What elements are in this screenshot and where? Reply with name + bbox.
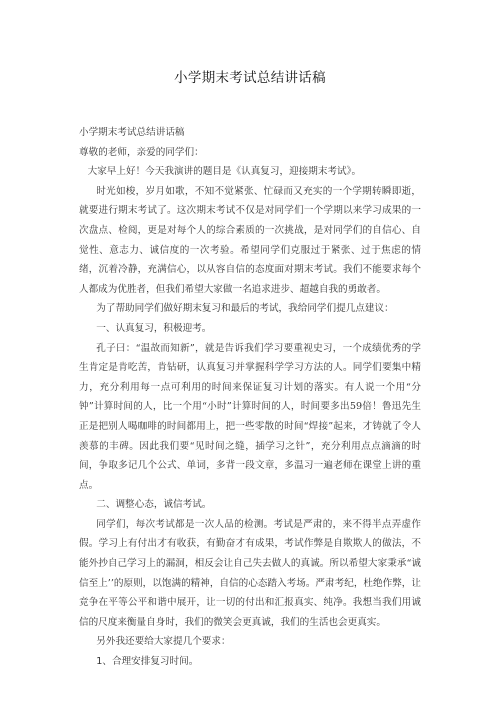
document-title: 小学期末考试总结讲话稿 — [174, 70, 326, 86]
section-heading: 一、认真复习，积极迎考。 — [96, 322, 212, 334]
paragraph: 孔子曰：“温故而知新”，就是告诉我们学习要重视史习，一个成绩优秀的学生肯定是肯吃苦，肯钻研，认真复习并掌握科学学习方法的人。同学们要集中精力，充分利用每一点可利用的时间来保证复习计划的落实。有人说一个用“分钟”计算时间的人，比一个用“小时”计算时间的人，时间要多出59倍！鲁迅先生正是把别人喝咖啡的时间都用上，把一些零散的时间“焊接”起来，才铸就了令人羡慕的丰碑。因此我们要“见时间之缝，插学习之针”，充分利用点点滴滴的时间，争取多记几个公式、单词，多背一段文章，多温习一遍老师在课堂上讲的重点。 — [79, 342, 421, 491]
document-body — [79, 123, 421, 672]
opening-line: 大家早上好！今天我演讲的题目是《认真复习，迎接期末考试》。 — [87, 166, 362, 178]
document-subtitle: 小学期末考试总结讲话稿 — [79, 127, 185, 138]
paragraph: 同学们，每次考试都是一次人品的检测。考试是严肃的，来不得半点弄虚作假。学习上有付出才有收获，有勤奋才有成果，考试作弊是自欺欺人的做法，不能外抄自己学习上的漏洞，相反会让自己失去做人的真诚。所以希望大家秉承“诚信至上’’的原则，以饱满的精神，自信的心态踏入考场。严肃考纪，杜绝作弊，让竞争在平等公平和谐中展开，让一切的付出和汇报真实、纯净。我想当我们用诚信的尺度来衡量自身时，我们的微笑会更真诚，我们的生活也会更真实。 — [79, 518, 421, 628]
paragraph: 为了帮助同学们做好期末复习和最后的考试，我给同学们提几点建议： — [96, 303, 394, 315]
list-item: 1、合理安排复习时间。 — [96, 656, 199, 668]
section-heading: 二、调整心态，诚信考试。 — [96, 499, 212, 511]
paragraph: 另外我还要给大家提几个要求： — [96, 636, 231, 648]
greeting: 尊敬的老师，亲爱的同学们： — [79, 146, 204, 158]
paragraph: 时光如梭，岁月如歌，不知不觉紧张、忙碌而又充实的一个学期转瞬即逝，就要进行期末考试了。这次期末考试不仅是对同学们一个学期以来学习成果的一次盘点、检阅，更是对每个人的综合素质的一次挑战，是对同学们的自信心、自觉性、意志力、诚信度的一次考验。希望同学们克服过于紧张、过于焦虑的情绪，沉着冷静，充满信心，以从容自信的态度面对期末考试。我们不能要求每个人都成为优胜者，但我们希望大家做一名追求进步、超越自我的勇敢者。 — [79, 185, 421, 295]
